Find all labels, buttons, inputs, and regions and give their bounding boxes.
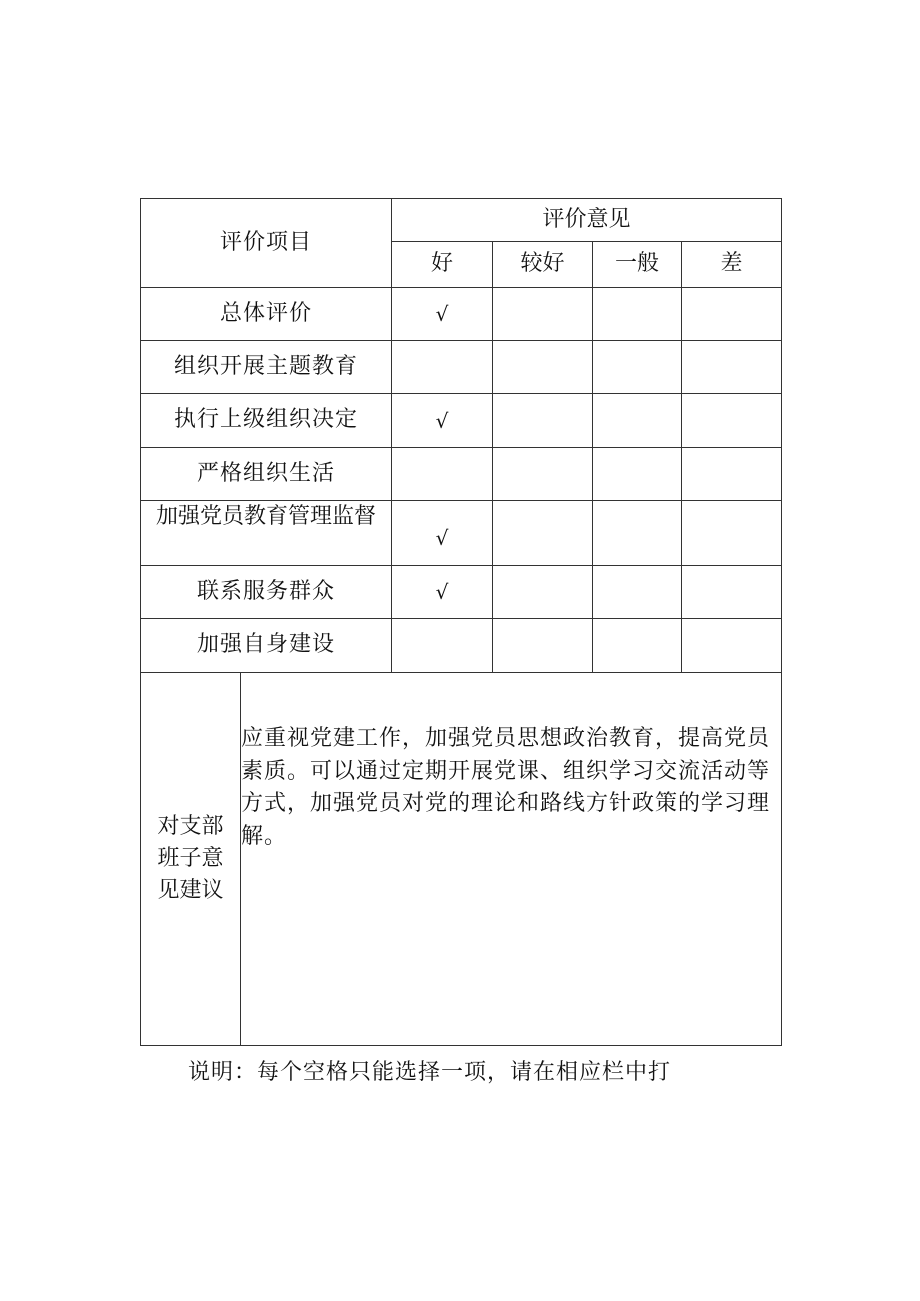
check-cell[interactable] <box>593 566 682 619</box>
check-cell[interactable] <box>493 566 593 619</box>
row-label: 严格组织生活 <box>141 448 392 501</box>
table-row <box>141 288 782 341</box>
check-cell[interactable]: √ <box>392 566 493 619</box>
check-cell[interactable] <box>682 619 782 673</box>
check-cell[interactable] <box>392 341 493 394</box>
check-cell[interactable] <box>593 448 682 501</box>
table-row <box>141 341 782 394</box>
suggestion-label-line: 班子意 <box>157 846 224 871</box>
check-cell[interactable] <box>682 394 782 448</box>
evaluation-table <box>140 198 782 1046</box>
table-row <box>141 619 782 673</box>
level-poor: 差 <box>682 242 782 288</box>
level-average: 一般 <box>593 242 682 288</box>
suggestion-text[interactable]: 应重视党建工作，加强党员思想政治教育，提高党员素质。可以通过定期开展党课、组织学习交流活动等方式，加强党员对党的理论和路线方针政策的学习理解。 <box>241 673 782 1046</box>
header-evaluation-item: 评价项目 <box>141 199 392 288</box>
check-cell[interactable]: √ <box>392 394 493 448</box>
table-row <box>141 501 782 566</box>
level-fairly-good: 较好 <box>493 242 593 288</box>
row-label: 联系服务群众 <box>141 566 392 619</box>
check-cell[interactable] <box>682 566 782 619</box>
check-cell[interactable] <box>593 394 682 448</box>
check-cell[interactable] <box>493 341 593 394</box>
check-cell[interactable] <box>682 448 782 501</box>
check-cell[interactable] <box>493 448 593 501</box>
check-cell[interactable] <box>593 501 682 566</box>
row-label: 加强党员教育管理监督 <box>141 501 392 566</box>
check-cell[interactable] <box>593 341 682 394</box>
footnote: 说明：每个空格只能选择一项，请在相应栏中打 <box>188 1060 672 1085</box>
check-cell[interactable]: √ <box>392 501 493 566</box>
row-label: 加强自身建设 <box>141 619 392 673</box>
row-label: 执行上级组织决定 <box>141 394 392 448</box>
suggestion-label <box>141 673 241 1046</box>
check-cell[interactable] <box>493 501 593 566</box>
level-good: 好 <box>392 242 493 288</box>
check-cell[interactable] <box>493 394 593 448</box>
table-row <box>141 566 782 619</box>
check-cell[interactable] <box>493 619 593 673</box>
check-cell[interactable]: √ <box>392 288 493 341</box>
check-cell[interactable] <box>682 288 782 341</box>
header-evaluation-opinion: 评价意见 <box>392 199 782 242</box>
suggestion-label-line: 对支部 <box>157 814 224 839</box>
check-cell[interactable] <box>593 288 682 341</box>
table-row <box>141 448 782 501</box>
row-label: 组织开展主题教育 <box>141 341 392 394</box>
check-cell[interactable] <box>682 341 782 394</box>
check-cell[interactable] <box>682 501 782 566</box>
check-cell[interactable] <box>593 619 682 673</box>
suggestion-label-line: 见建议 <box>157 878 224 903</box>
check-cell[interactable] <box>392 619 493 673</box>
check-cell[interactable] <box>493 288 593 341</box>
table-row <box>141 394 782 448</box>
row-label: 总体评价 <box>141 288 392 341</box>
suggestion-row <box>141 673 782 1046</box>
check-cell[interactable] <box>392 448 493 501</box>
